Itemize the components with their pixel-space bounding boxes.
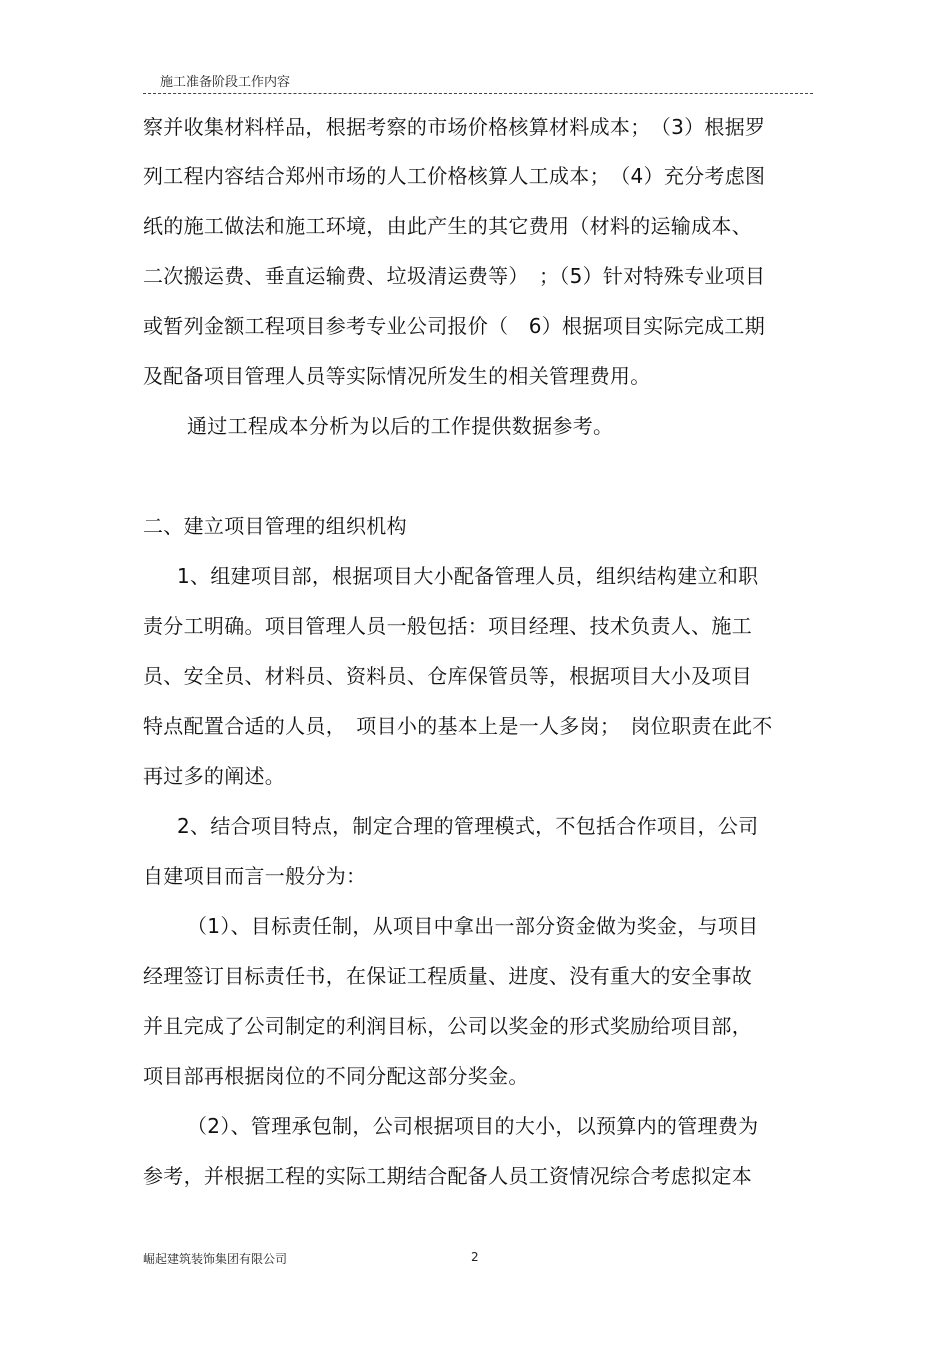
text-line: 参考，并根据工程的实际工期结合配备人员工资情况综合考虑拟定本 [143,1164,752,1188]
text-line: 1、组建项目部，根据项目大小配备管理人员，组织结构建立和职 [177,564,759,588]
text-line: 并且完成了公司制定的利润目标，公司以奖金的形式奖励给项目部， [143,1014,752,1038]
page-header-title: 施工准备阶段工作内容 [160,75,291,90]
text-line: 2、结合项目特点，制定合理的管理模式，不包括合作项目，公司 [177,814,759,838]
section-heading: 二、建立项目管理的组织机构 [143,514,407,538]
header-divider [143,93,813,94]
text-line: 责分工明确。项目管理人员一般包括：项目经理、技术负责人、施工 [143,614,752,638]
text-line: 纸的施工做法和施工环境，由此产生的其它费用（材料的运输成本、 [143,214,752,238]
text-line: 列工程内容结合郑州市场的人工价格核算人工成本； （4）充分考虑图 [143,164,766,188]
text-line: 自建项目而言一般分为： [143,864,367,888]
text-line: 项目部再根据岗位的不同分配这部分奖金。 [143,1064,529,1088]
text-line: 再过多的阐述。 [143,764,286,788]
text-line: 及配备项目管理人员等实际情况所发生的相关管理费用。 [143,364,651,388]
text-line: 或暂列金额工程项目参考专业公司报价（ 6）根据项目实际完成工期 [143,314,766,338]
text-line: 二次搬运费、垂直运输费、垃圾清运费等） ；（5）针对特殊专业项目 [143,264,766,288]
text-line: 经理签订目标责任书，在保证工程质量、进度、没有重大的安全事故 [143,964,752,988]
text-line: 特点配置合适的人员， 项目小的基本上是一人多岗； 岗位职责在此不 [143,714,773,738]
text-line: （1）、目标责任制，从项目中拿出一部分资金做为奖金，与项目 [187,914,759,938]
page-number: 2 [471,1250,479,1264]
text-line: 察并收集材料样品，根据考察的市场价格核算材料成本； （3）根据罗 [143,115,766,139]
text-line: 员、安全员、材料员、资料员、仓库保管员等，根据项目大小及项目 [143,664,752,688]
paragraph-summary: 通过工程成本分析为以后的工作提供数据参考。 [187,414,614,438]
footer-company-name: 崛起建筑装饰集团有限公司 [143,1252,288,1266]
text-line: （2）、管理承包制，公司根据项目的大小，以预算内的管理费为 [187,1114,759,1138]
